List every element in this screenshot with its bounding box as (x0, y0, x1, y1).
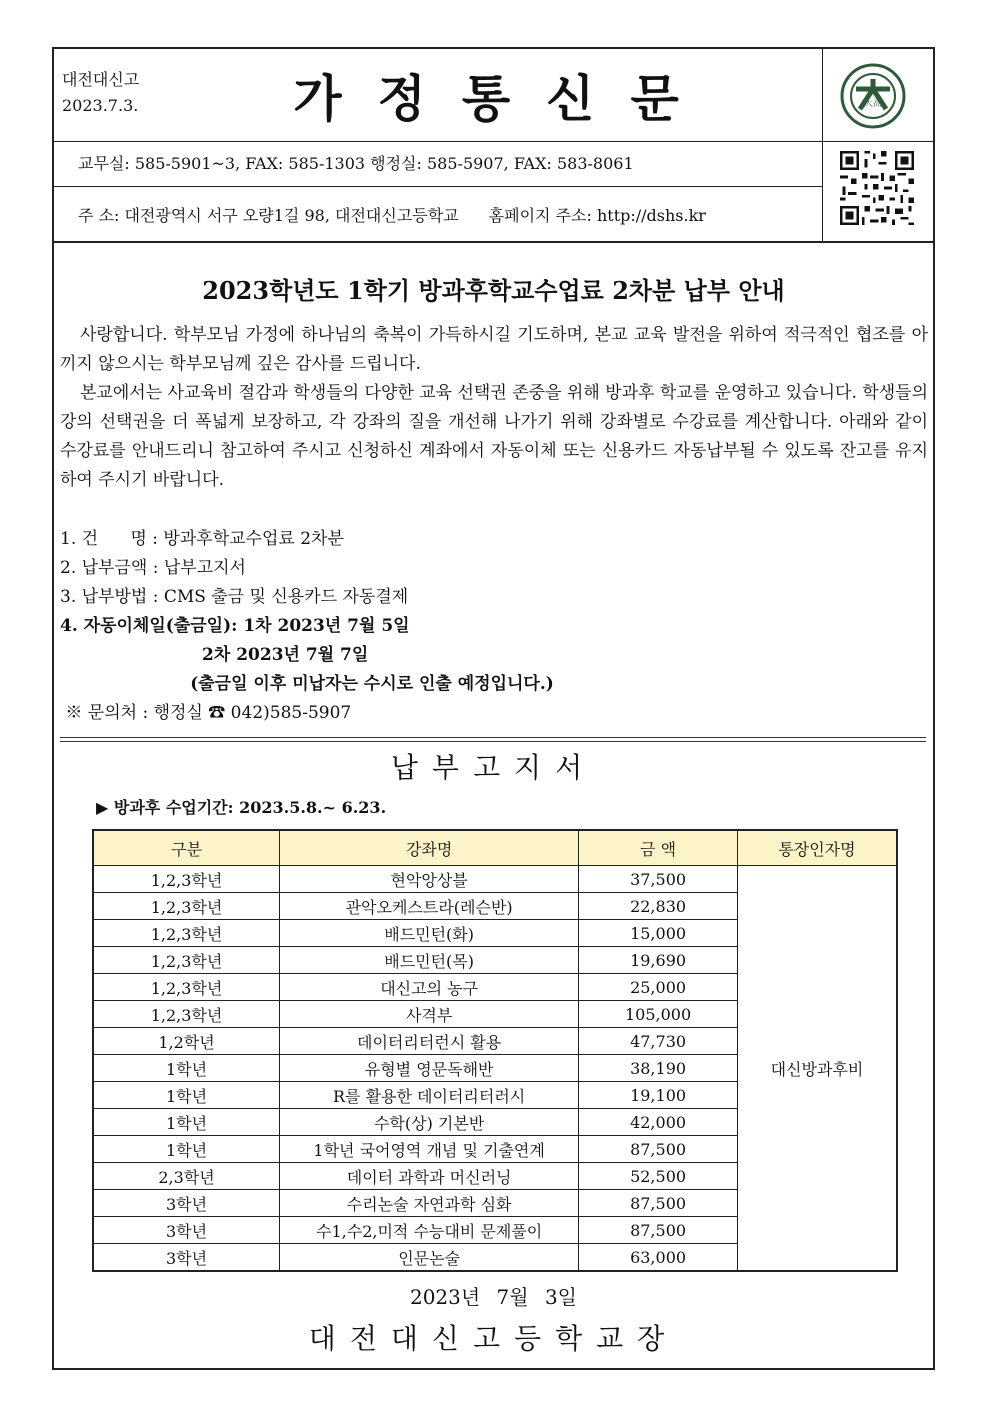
item-method: 3. 납부방법 : CMS 출금 및 신용카드 자동결제 (60, 587, 409, 607)
qr-code-icon[interactable] (837, 148, 917, 228)
cell-course: 유형별 영문독해반 (280, 1055, 579, 1082)
cell-grade: 1,2,3학년 (93, 866, 280, 893)
table-row (93, 866, 897, 893)
cell-grade: 1,2,3학년 (93, 974, 280, 1001)
cell-course: 수학(상) 기본반 (280, 1109, 579, 1136)
fee-table (92, 829, 898, 1272)
cell-amount: 52,500 (579, 1163, 738, 1190)
col-account-name: 통장인자명 (737, 830, 897, 866)
item-amount: 2. 납부금액 : 납부고지서 (60, 558, 246, 578)
cell-course: 1학년 국어영역 개념 및 기출연계 (280, 1136, 579, 1163)
cell-grade: 1학년 (93, 1109, 280, 1136)
cell-course: 인문논술 (280, 1244, 579, 1272)
cell-course: 관악오케스트라(레슨반) (280, 893, 579, 920)
col-course: 강좌명 (280, 830, 579, 866)
issue-date-footer: 2023년 7월 3일 (409, 1285, 578, 1309)
cell-amount: 38,190 (579, 1055, 738, 1082)
notice-heading: 2023학년도 1학기 방과후학교수업료 2차분 납부 안내 (202, 276, 785, 305)
info-paragraph: 본교에서는 사교육비 절감과 학생들의 다양한 교육 선택권 존중을 위해 방과후 학교를 운영하고 있습니다. 학생들의 강의 선택권을 더 폭넓게 보장하고, 각 강좌의 질을 개선해 나가기 위해 강좌별로 수강료를 계산합니다. 아래와 같이 수강료를 안내드리니 참고하여 주시고 신청하신 계좌에서 자동이체 또는 신용카드 자동납부될 수 있도록 잔고를 유지하여 주시기 바랍니다. (60, 383, 928, 490)
cell-course: 현악앙상블 (280, 866, 579, 893)
cell-grade: 3학년 (93, 1244, 280, 1272)
cell-grade: 1학년 (93, 1136, 280, 1163)
inquiry-line: ※ 문의처 : 행정실 ☎ 042)585-5907 (60, 703, 352, 723)
section-divider (60, 737, 926, 742)
letterhead (54, 49, 933, 243)
address: 주 소: 대전광역시 서구 오량1길 98, 대전대신고등학교 (78, 206, 459, 225)
cell-course: 수1,수2,미적 수능대비 문제풀이 (280, 1217, 579, 1244)
cell-course: 사격부 (280, 1001, 579, 1028)
col-grade: 구분 (93, 830, 280, 866)
cell-grade: 3학년 (93, 1190, 280, 1217)
cell-amount: 42,000 (579, 1109, 738, 1136)
cell-amount: 63,000 (579, 1244, 738, 1272)
cell-amount: 47,730 (579, 1028, 738, 1055)
school-name: 대전대신고 (62, 70, 140, 89)
item-transfer-note: (출금일 이후 미납자는 수시로 인출 예정입니다.) (60, 674, 554, 694)
item-transfer-date-2: 2차 2023년 7월 7일 (60, 645, 369, 665)
cell-amount: 22,830 (579, 893, 738, 920)
col-amount: 금 액 (579, 830, 738, 866)
fee-table-header (93, 830, 897, 866)
class-period: ▶ 방과후 수업기간: 2023.5.8.~ 6.23. (96, 798, 387, 817)
address-line (78, 203, 706, 226)
emblem-text: 大高 (863, 99, 883, 109)
document-frame (52, 47, 935, 1370)
item-transfer-date: 4. 자동이체일(출금일): 1차 2023년 7월 5일 (60, 616, 410, 636)
cell-grade: 1,2학년 (93, 1028, 280, 1055)
cell-course: R를 활용한 데이터리터러시 (280, 1082, 579, 1109)
school-emblem-icon (840, 63, 906, 129)
page-title: 가정통신문 (293, 70, 715, 128)
cell-amount: 37,500 (579, 866, 738, 893)
bill-title: 납부고지서 (390, 751, 597, 784)
cell-grade: 1,2,3학년 (93, 1001, 280, 1028)
payment-details (60, 525, 554, 728)
contact-line: 교무실: 585-5901~3, FAX: 585-1303 행정실: 585-5907, FAX: 583-8061 (78, 154, 634, 173)
cell-grade: 1,2,3학년 (93, 920, 280, 947)
item-subject: 1. 건 명 : 방과후학교수업료 2차분 (60, 529, 344, 549)
cell-amount: 19,100 (579, 1082, 738, 1109)
cell-course: 데이터 과학과 머신러닝 (280, 1163, 579, 1190)
cell-amount: 25,000 (579, 974, 738, 1001)
cell-course: 대신고의 농구 (280, 974, 579, 1001)
school-info (62, 67, 139, 119)
cell-grade: 3학년 (93, 1217, 280, 1244)
cell-grade: 1,2,3학년 (93, 947, 280, 974)
greeting-paragraph: 사랑합니다. 학부모님 가정에 하나님의 축복이 가득하시길 기도하며, 본교 교육 발전을 위하여 적극적인 협조를 아끼지 않으시는 학부모님께 깊은 감사를 드립니다. (60, 325, 928, 374)
cell-amount: 19,690 (579, 947, 738, 974)
cell-grade: 1학년 (93, 1082, 280, 1109)
cell-grade: 1학년 (93, 1055, 280, 1082)
cell-amount: 87,500 (579, 1136, 738, 1163)
cell-course: 배드민턴(화) (280, 920, 579, 947)
cell-amount: 105,000 (579, 1001, 738, 1028)
cell-course: 데이터리터런시 활용 (280, 1028, 579, 1055)
cell-course: 배드민턴(목) (280, 947, 579, 974)
cell-grade: 2,3학년 (93, 1163, 280, 1190)
principal-signature: 대전대신고등학교장 (308, 1322, 679, 1355)
cell-course: 수리논술 자연과학 심화 (280, 1190, 579, 1217)
cell-amount: 87,500 (579, 1217, 738, 1244)
cell-account-name: 대신방과후비 (737, 866, 897, 1272)
cell-grade: 1,2,3학년 (93, 893, 280, 920)
cell-amount: 87,500 (579, 1190, 738, 1217)
cell-amount: 15,000 (579, 920, 738, 947)
homepage[interactable]: 홈페이지 주소: http://dshs.kr (488, 206, 706, 225)
issue-date: 2023.7.3. (62, 96, 139, 115)
